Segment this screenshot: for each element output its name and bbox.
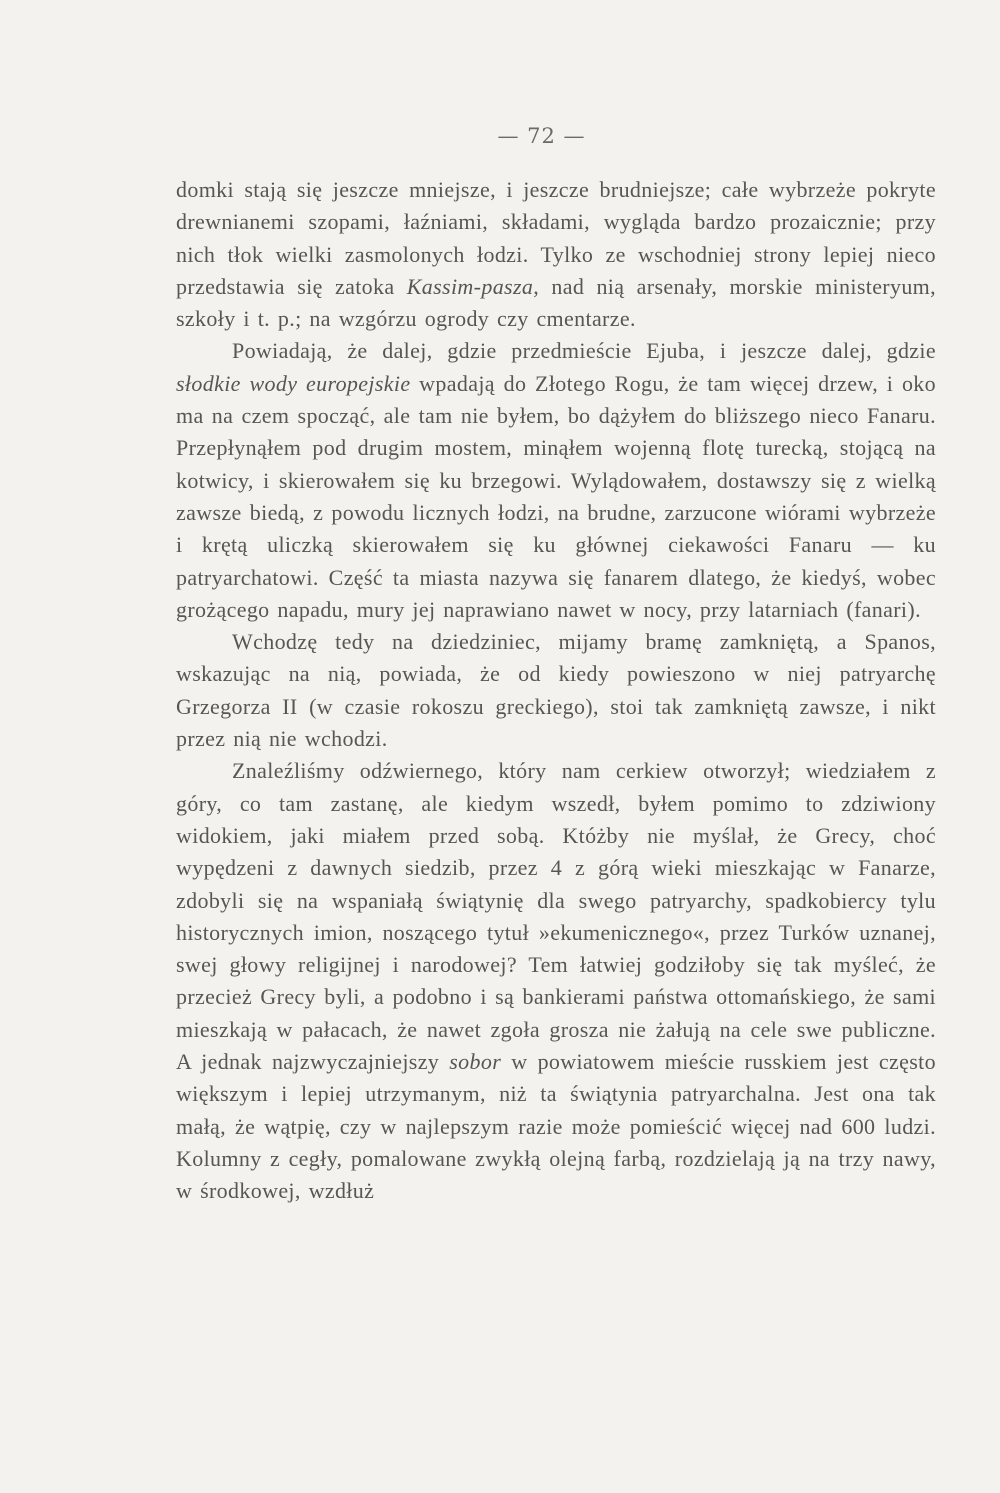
text-run: w powiatowem mieście russkiem jest często większym i lepiej utrzymanym, niż ta świątynia patryarchalna. Jest ona tak małą, że wątpię, czy w najlepszym razie może pomieścić więcej nad 600 ludzi. Kolumny z cegły, pomalowane zwykłą olejną farbą, rozdzielają ją na trzy nawy, w środkowej, wzdłuż (176, 1049, 936, 1204)
page-number: — 72 — (497, 124, 586, 148)
paragraph (176, 335, 936, 626)
italic-text-run: słodkie wody europejskie (176, 370, 411, 396)
italic-text-run: Kassim-pasza (406, 273, 534, 299)
text-run: Powiadają, że dalej, gdzie przedmieście Ejuba, i jeszcze dalej, gdzie (232, 338, 936, 364)
text-run: Znaleźliśmy odźwiernego, który nam cerkiew otworzył; wiedziałem z góry, co tam zastanę, ale kiedym wszedł, byłem pomimo to zdziwiony widokiem, jaki miałem przed sobą. Któżby nie myślał, że Grecy, choć wypędzeni z dawnych siedzib, przez 4 z górą wieki mieszkając w Fanarze, zdobyli się na wspaniałą świątynię dla swego patryarchy, spadkobiercy tylu historycznych imion, noszącego tytuł »ekumenicznego«, przez Turków uznanej, swej głowy religijnej i narodowej? Tem łatwiej godziłoby się tak myśleć, że przecież Grecy byli, a podobno i są bankierami państwa ottomańskiego, że sami mieszkają w pałacach, że nawet zgoła grosza nie żałują na cele swe publiczne. A jednak najzwyczajniejszy (176, 758, 936, 1075)
paragraph (176, 174, 936, 335)
paragraph (176, 755, 936, 1207)
paragraph (176, 626, 936, 755)
italic-text-run: sobor (449, 1049, 502, 1075)
text-run: wpadają do Złotego Rogu, że tam więcej drzew, i oko ma na czem spocząć, ale tam nie byłem, bo dążyłem do bliższego nieco Fanaru. Przepłynąłem pod drugim mostem, minąłem wojenną flotę turecką, stojącą na kotwicy, i skierowałem się ku brzegowi. Wylądowałem, dostawszy się z wielką zawsze biedą, z powodu licznych łodzi, na brudne, zarzucone wiórami wybrzeże i krętą uliczką skierowałem się ku głównej ciekawości Fanaru — ku patryarchatowi. Część ta miasta nazywa się fanarem dlatego, że kiedyś, wobec grożącego napadu, mury jej naprawiano nawet w nocy, przy latarniach (fanari). (176, 370, 936, 622)
text-run: Wchodzę tedy na dziedziniec, mijamy bramę zamkniętą, a Spanos, wskazując na nią, powiada, że od kiedy powieszono w niej patryarchę Grzegorza II (w czasie rokoszu greckiego), stoi tak zamkniętą zawsze, i nikt przez nią nie wchodzi. (176, 629, 936, 752)
body-text (176, 174, 936, 1208)
text-run: , nad nią arsenały, morskie ministeryum, szkoły i t. p.; na wzgórzu ogrody czy cmentarze. (176, 273, 936, 332)
text-run: domki stają się jeszcze mniejsze, i jeszcze brudniejsze; całe wybrzeże pokryte drewnianemi szopami, łaźniami, składami, wygląda bardzo prozaicznie; przy nich tłok wielki zasmolonych łodzi. Tylko ze wschodniej strony lepiej nieco przedstawia się zatoka (176, 177, 936, 299)
